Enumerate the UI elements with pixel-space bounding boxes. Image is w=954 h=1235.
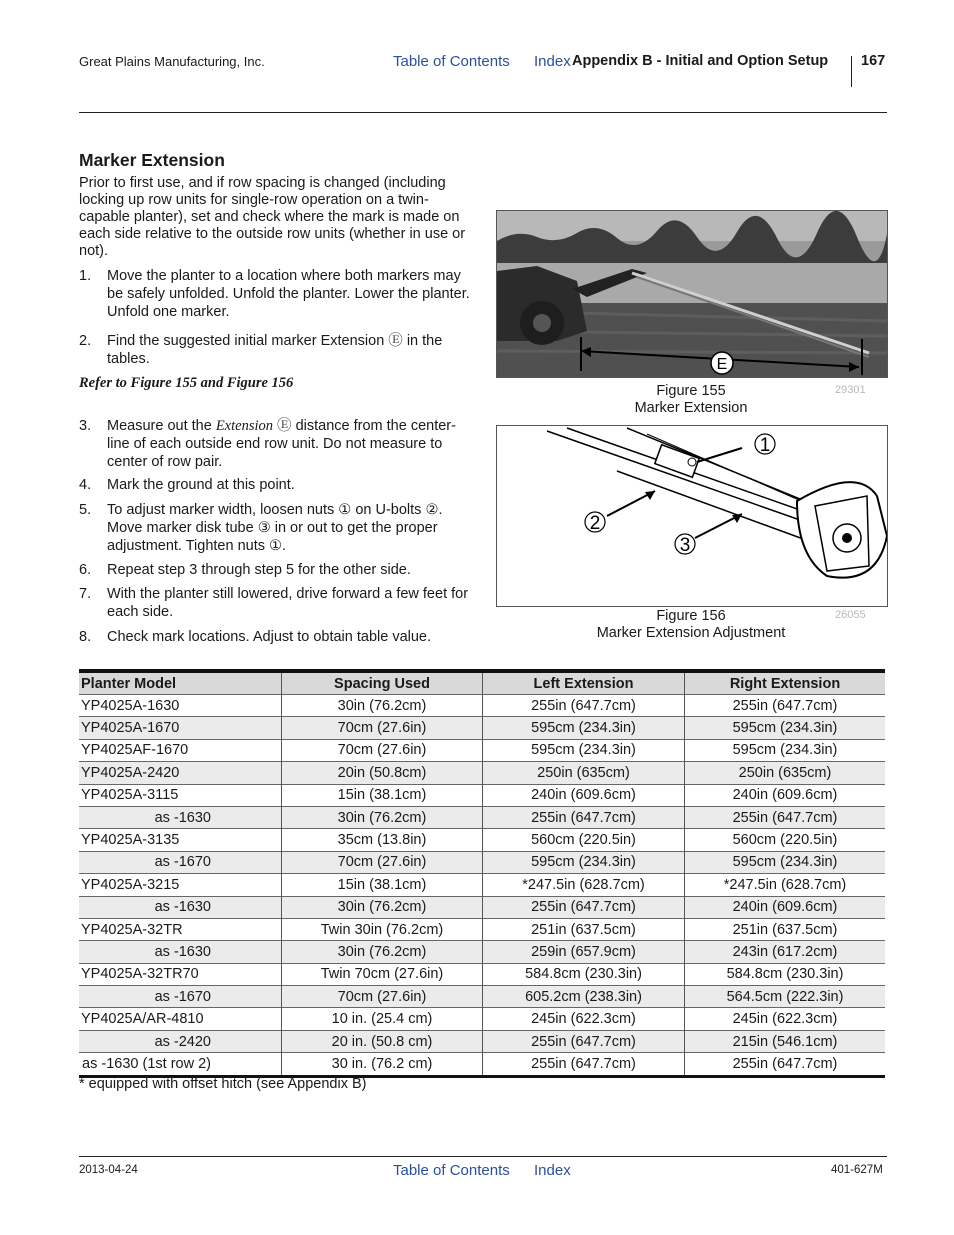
cell-left-extension: 250in (635cm)	[483, 762, 685, 784]
header-index-link[interactable]: Index	[534, 53, 571, 70]
section-title: Marker Extension	[79, 150, 225, 170]
marker-extension-photo	[497, 211, 887, 377]
step-number: 2.	[79, 333, 92, 349]
cell-model: YP4025A/AR-4810	[79, 1008, 282, 1030]
cell-left-extension: 245in (622.3cm)	[483, 1008, 685, 1030]
step-text: Repeat step 3 through step 5 for the other side.	[107, 562, 411, 578]
cell-model: YP4025AF-1670	[79, 739, 282, 761]
cell-spacing: 70cm (27.6in)	[282, 851, 483, 873]
footer-date: 2013-04-24	[79, 1164, 138, 1176]
cell-spacing: 70cm (27.6in)	[282, 986, 483, 1008]
cell-right-extension: 595cm (234.3in)	[685, 717, 886, 739]
cell-left-extension: 605.2cm (238.3in)	[483, 986, 685, 1008]
figure-label: Figure 155	[656, 383, 726, 399]
cell-right-extension: *247.5in (628.7cm)	[685, 874, 886, 896]
cell-spacing: Twin 70cm (27.6in)	[282, 963, 483, 985]
cell-right-extension: 255in (647.7cm)	[685, 1053, 886, 1076]
cell-spacing: 30in (76.2cm)	[282, 896, 483, 918]
figure-156-id: 26055	[835, 609, 866, 621]
step-text: Mark the ground at this point.	[107, 477, 295, 493]
table-row	[79, 1053, 885, 1076]
table-row	[79, 762, 885, 784]
cell-spacing: 30 in. (76.2 cm)	[282, 1053, 483, 1076]
callout-3: 3	[679, 535, 691, 556]
cell-model: YP4025A-1670	[79, 717, 282, 739]
cell-right-extension: 240in (609.6cm)	[685, 896, 886, 918]
header-company: Great Plains Manufacturing, Inc.	[79, 54, 265, 69]
cell-model: as -1630	[79, 896, 282, 918]
step-number: 3.	[79, 418, 92, 434]
step-number: 7.	[79, 586, 92, 602]
step-8	[79, 628, 471, 646]
cell-model: as -1630	[79, 941, 282, 963]
table-row	[79, 963, 885, 985]
cell-left-extension: 255in (647.7cm)	[483, 896, 685, 918]
step-number: 4.	[79, 477, 92, 493]
step-text: Move the planter to a location where both markers may be safely unfolded. Unfold the planter. Lower the planter. Unfold one marker.	[107, 268, 470, 320]
header-section-title: Appendix B - Initial and Option Setup	[572, 53, 829, 69]
table-header-row	[79, 671, 885, 695]
cell-model: YP4025A-2420	[79, 762, 282, 784]
cell-right-extension: 595cm (234.3in)	[685, 739, 886, 761]
step-3	[79, 417, 471, 471]
cell-right-extension: 560cm (220.5in)	[685, 829, 886, 851]
step-4	[79, 476, 471, 494]
table-row	[79, 1008, 885, 1030]
cell-model: YP4025A-3135	[79, 829, 282, 851]
step-text: To adjust marker width, loosen nuts ① on U-bolts ②. Move marker disk tube ③ in or out to get the proper adjustment. Tighten nuts ①.	[107, 502, 443, 554]
col-header-spacing: Spacing Used	[282, 671, 483, 695]
cell-model: as -1630	[79, 806, 282, 828]
cell-left-extension: 560cm (220.5in)	[483, 829, 685, 851]
step-text: Find the suggested initial marker Extension Ⓔ in the tables.	[107, 333, 443, 367]
cell-model: YP4025A-3115	[79, 784, 282, 806]
cell-right-extension: 595cm (234.3in)	[685, 851, 886, 873]
cell-left-extension: 595cm (234.3in)	[483, 717, 685, 739]
cell-model: as -2420	[79, 1030, 282, 1052]
callout-2: 2	[589, 513, 601, 534]
step-text: Check mark locations. Adjust to obtain table value.	[107, 629, 432, 645]
callout-1: 1	[759, 435, 771, 456]
step-2	[79, 332, 471, 368]
cell-spacing: Twin 30in (76.2cm)	[282, 918, 483, 940]
figure-156-drawing	[496, 425, 888, 607]
cell-right-extension: 243in (617.2cm)	[685, 941, 886, 963]
cell-spacing: 70cm (27.6in)	[282, 717, 483, 739]
table-row	[79, 829, 885, 851]
cell-model: YP4025A-1630	[79, 695, 282, 717]
figure-156-caption	[496, 608, 886, 642]
cell-spacing: 70cm (27.6in)	[282, 739, 483, 761]
table-row	[79, 806, 885, 828]
cell-left-extension: *247.5in (628.7cm)	[483, 874, 685, 896]
table-row	[79, 851, 885, 873]
cell-spacing: 15in (38.1cm)	[282, 784, 483, 806]
table-row	[79, 784, 885, 806]
step-text: With the planter still lowered, drive forward a few feet for each side.	[107, 586, 469, 620]
header-rule	[79, 112, 887, 113]
cell-model: YP4025A-3215	[79, 874, 282, 896]
step-5	[79, 501, 471, 555]
cell-left-extension: 240in (609.6cm)	[483, 784, 685, 806]
cell-right-extension: 564.5cm (222.3in)	[685, 986, 886, 1008]
table-footnote: * equipped with offset hitch (see Appendix B)	[79, 1076, 367, 1092]
step-6	[79, 561, 471, 579]
figure-caption-text: Marker Extension Adjustment	[596, 625, 786, 641]
cell-model: as -1670	[79, 851, 282, 873]
table-row	[79, 739, 885, 761]
cell-left-extension: 259in (657.9cm)	[483, 941, 685, 963]
cell-spacing: 20in (50.8cm)	[282, 762, 483, 784]
table-row	[79, 896, 885, 918]
page-number: 167	[861, 53, 886, 69]
footer-toc-link[interactable]: Table of Contents	[393, 1162, 510, 1179]
step-number: 5.	[79, 502, 92, 518]
step-number: 6.	[79, 562, 92, 578]
cell-model: as -1630 (1st row 2)	[79, 1053, 282, 1076]
col-header-left: Left Extension	[483, 671, 685, 695]
footer-index-link[interactable]: Index	[534, 1162, 571, 1179]
cell-left-extension: 255in (647.7cm)	[483, 1030, 685, 1052]
table-row	[79, 918, 885, 940]
cell-spacing: 30in (76.2cm)	[282, 941, 483, 963]
table-row	[79, 1030, 885, 1052]
col-header-model: Planter Model	[79, 671, 282, 695]
table-row	[79, 717, 885, 739]
callout-e: E	[716, 356, 728, 373]
cell-left-extension: 255in (647.7cm)	[483, 695, 685, 717]
refer-note: Refer to Figure 155 and Figure 156	[79, 375, 294, 391]
cell-left-extension: 584.8cm (230.3in)	[483, 963, 685, 985]
cell-left-extension: 595cm (234.3in)	[483, 739, 685, 761]
header-toc-link[interactable]: Table of Contents	[393, 53, 510, 70]
cell-right-extension: 584.8cm (230.3in)	[685, 963, 886, 985]
figure-caption-text: Marker Extension	[634, 400, 748, 416]
figure-label: Figure 156	[656, 608, 726, 624]
cell-right-extension: 240in (609.6cm)	[685, 784, 886, 806]
cell-spacing: 30in (76.2cm)	[282, 695, 483, 717]
step-7	[79, 585, 471, 621]
table-row	[79, 986, 885, 1008]
cell-spacing: 15in (38.1cm)	[282, 874, 483, 896]
cell-model: YP4025A-32TR	[79, 918, 282, 940]
header-separator	[851, 56, 852, 87]
step-1	[79, 267, 471, 321]
intro-paragraph: Prior to first use, and if row spacing is changed (including locking up row units for single-row operation on a twin-capable planter), set and check where the mark is made on each side relative to the outside row units (whether in use or not).	[79, 175, 466, 259]
cell-right-extension: 255in (647.7cm)	[685, 806, 886, 828]
col-header-right: Right Extension	[685, 671, 886, 695]
cell-spacing: 20 in. (50.8 cm)	[282, 1030, 483, 1052]
table-row	[79, 941, 885, 963]
cell-right-extension: 251in (637.5cm)	[685, 918, 886, 940]
cell-spacing: 10 in. (25.4 cm)	[282, 1008, 483, 1030]
cell-right-extension: 250in (635cm)	[685, 762, 886, 784]
step-number: 1.	[79, 268, 92, 284]
marker-adjustment-drawing	[497, 426, 887, 606]
cell-model: as -1670	[79, 986, 282, 1008]
table-row	[79, 695, 885, 717]
cell-left-extension: 251in (637.5cm)	[483, 918, 685, 940]
cell-left-extension: 595cm (234.3in)	[483, 851, 685, 873]
figure-155-caption	[496, 383, 886, 417]
figure-155-id: 29301	[835, 384, 866, 396]
step-text: Measure out the Extension Ⓔ distance from the center-line of each outside end row unit. Do not measure to center of row pair.	[107, 418, 456, 470]
cell-right-extension: 245in (622.3cm)	[685, 1008, 886, 1030]
step-number: 8.	[79, 629, 92, 645]
footer-rule	[79, 1156, 887, 1157]
cell-model: YP4025A-32TR70	[79, 963, 282, 985]
cell-left-extension: 255in (647.7cm)	[483, 806, 685, 828]
cell-spacing: 30in (76.2cm)	[282, 806, 483, 828]
cell-right-extension: 215in (546.1cm)	[685, 1030, 886, 1052]
table-row	[79, 874, 885, 896]
cell-spacing: 35cm (13.8in)	[282, 829, 483, 851]
cell-left-extension: 255in (647.7cm)	[483, 1053, 685, 1076]
figure-155-photo	[496, 210, 888, 378]
marker-extension-table	[79, 669, 885, 1078]
cell-right-extension: 255in (647.7cm)	[685, 695, 886, 717]
footer-doc-number: 401-627M	[831, 1164, 883, 1176]
